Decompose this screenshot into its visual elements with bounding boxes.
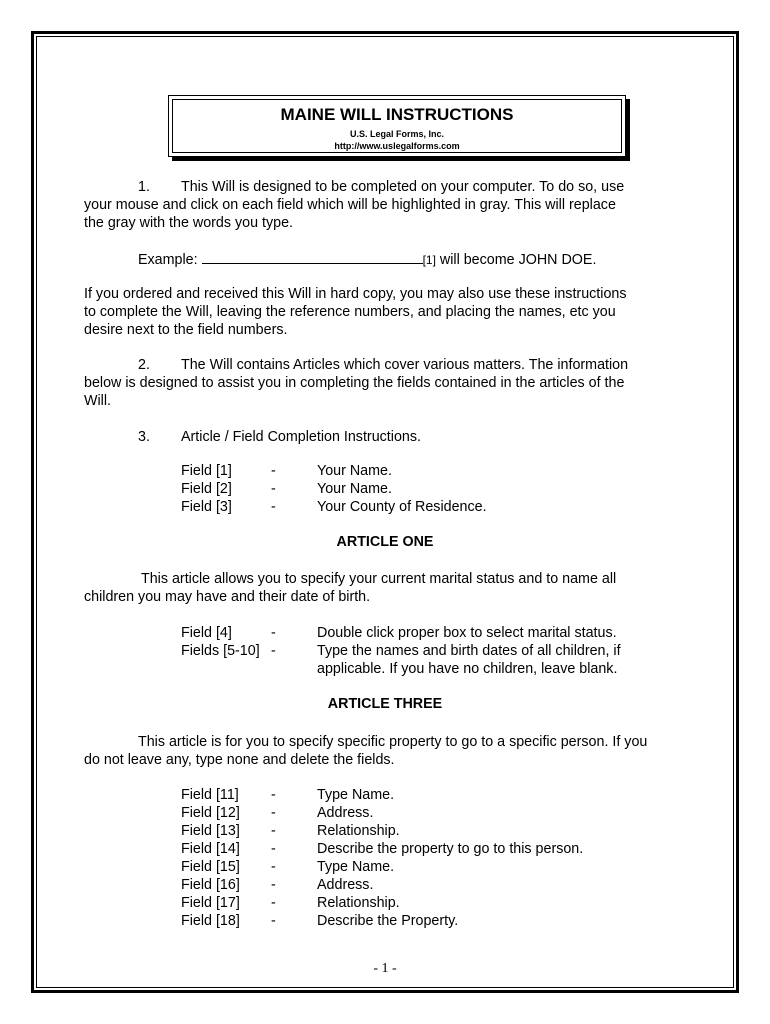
para2-number: 2. xyxy=(138,357,150,373)
field-description: Address. xyxy=(317,877,374,893)
para2-line3: Will. xyxy=(84,393,111,409)
article-one-line2: children you may have and their date of birth. xyxy=(84,589,371,605)
hardcopy-line2: to complete the Will, leaving the reference numbers, and placing the names, etc you xyxy=(84,304,616,320)
field-description: Your Name. xyxy=(317,463,392,479)
field-label: Fields [5-10] xyxy=(181,643,260,659)
para3-number: 3. xyxy=(138,429,150,445)
hardcopy-line3: desire next to the field numbers. xyxy=(84,322,288,338)
field-dash: - xyxy=(271,463,276,479)
example-ref: [1] xyxy=(422,253,436,267)
example-line xyxy=(138,250,596,269)
field-row xyxy=(181,480,681,498)
field-row xyxy=(181,912,681,930)
para3-line1: Article / Field Completion Instructions. xyxy=(181,429,421,445)
field-row xyxy=(181,858,681,876)
field-dash: - xyxy=(271,805,276,821)
field-row xyxy=(181,876,681,894)
field-row xyxy=(181,840,681,858)
field-dash: - xyxy=(271,643,276,659)
field-description: Double click proper box to select marital status. xyxy=(317,625,617,641)
field-dash: - xyxy=(271,625,276,641)
field-label: Field [12] xyxy=(181,805,240,821)
title-box-inner xyxy=(172,99,622,153)
field-description: Relationship. xyxy=(317,823,400,839)
para1-line2: your mouse and click on each field which will be highlighted in gray. This will replace xyxy=(84,197,616,213)
field-dash: - xyxy=(271,895,276,911)
field-dash: - xyxy=(271,481,276,497)
field-row xyxy=(181,804,681,822)
field-label: Field [17] xyxy=(181,895,240,911)
field-row xyxy=(181,894,681,912)
article-three-heading: ARTICLE THREE xyxy=(327,696,443,712)
para2-line2: below is designed to assist you in completing the fields contained in the articles of the xyxy=(84,375,625,391)
field-description: Your Name. xyxy=(317,481,392,497)
title-box xyxy=(168,95,626,157)
field-label: Field [3] xyxy=(181,499,232,515)
company-url[interactable]: http://www.uslegalforms.com xyxy=(334,141,460,151)
field-row xyxy=(181,660,681,678)
field-description: Relationship. xyxy=(317,895,400,911)
field-label: Field [4] xyxy=(181,625,232,641)
field-dash: - xyxy=(271,787,276,803)
field-description: Your County of Residence. xyxy=(317,499,487,515)
para1-line1: This Will is designed to be completed on your computer. To do so, use xyxy=(181,179,625,195)
example-blank-field xyxy=(202,250,423,264)
field-dash: - xyxy=(271,859,276,875)
field-dash: - xyxy=(271,823,276,839)
field-row xyxy=(181,786,681,804)
field-row xyxy=(181,498,681,516)
field-row xyxy=(181,822,681,840)
field-label: Field [11] xyxy=(181,787,239,803)
field-dash: - xyxy=(271,841,276,857)
field-label: Field [13] xyxy=(181,823,240,839)
article-one-heading: ARTICLE ONE xyxy=(336,534,434,550)
example-label: Example: xyxy=(138,252,198,268)
article-one-line1: This article allows you to specify your current marital status and to name all xyxy=(141,571,617,587)
field-label: Field [2] xyxy=(181,481,232,497)
document-title: MAINE WILL INSTRUCTIONS xyxy=(280,105,514,124)
field-description: Type the names and birth dates of all children, if xyxy=(317,643,621,659)
field-description: Type Name. xyxy=(317,859,395,875)
field-label: Field [16] xyxy=(181,877,240,893)
field-dash: - xyxy=(271,499,276,515)
para2-line1: The Will contains Articles which cover various matters. The information xyxy=(181,357,629,373)
field-dash: - xyxy=(271,877,276,893)
field-description: Type Name. xyxy=(317,787,395,803)
page-number: - 1 - xyxy=(373,961,397,976)
para1-line3: the gray with the words you type. xyxy=(84,215,294,231)
field-description: Describe the property to go to this person. xyxy=(317,841,584,857)
field-row xyxy=(181,642,681,660)
field-description: Address. xyxy=(317,805,374,821)
article-three-line1: This article is for you to specify specific property to go to a specific person. If you xyxy=(138,734,648,750)
field-label: Field [14] xyxy=(181,841,240,857)
field-dash: - xyxy=(271,913,276,929)
company-name: U.S. Legal Forms, Inc. xyxy=(349,129,445,139)
para1-number: 1. xyxy=(138,179,150,195)
field-row xyxy=(181,624,681,642)
field-description: Describe the Property. xyxy=(317,913,459,929)
field-description: applicable. If you have no children, leave blank. xyxy=(317,661,618,677)
article-three-line2: do not leave any, type none and delete the fields. xyxy=(84,752,395,768)
field-label: Field [18] xyxy=(181,913,240,929)
example-result: will become JOHN DOE. xyxy=(435,252,597,268)
field-label: Field [15] xyxy=(181,859,240,875)
field-label: Field [1] xyxy=(181,463,232,479)
field-row xyxy=(181,462,681,480)
hardcopy-line1: If you ordered and received this Will in hard copy, you may also use these instructions xyxy=(84,286,627,302)
